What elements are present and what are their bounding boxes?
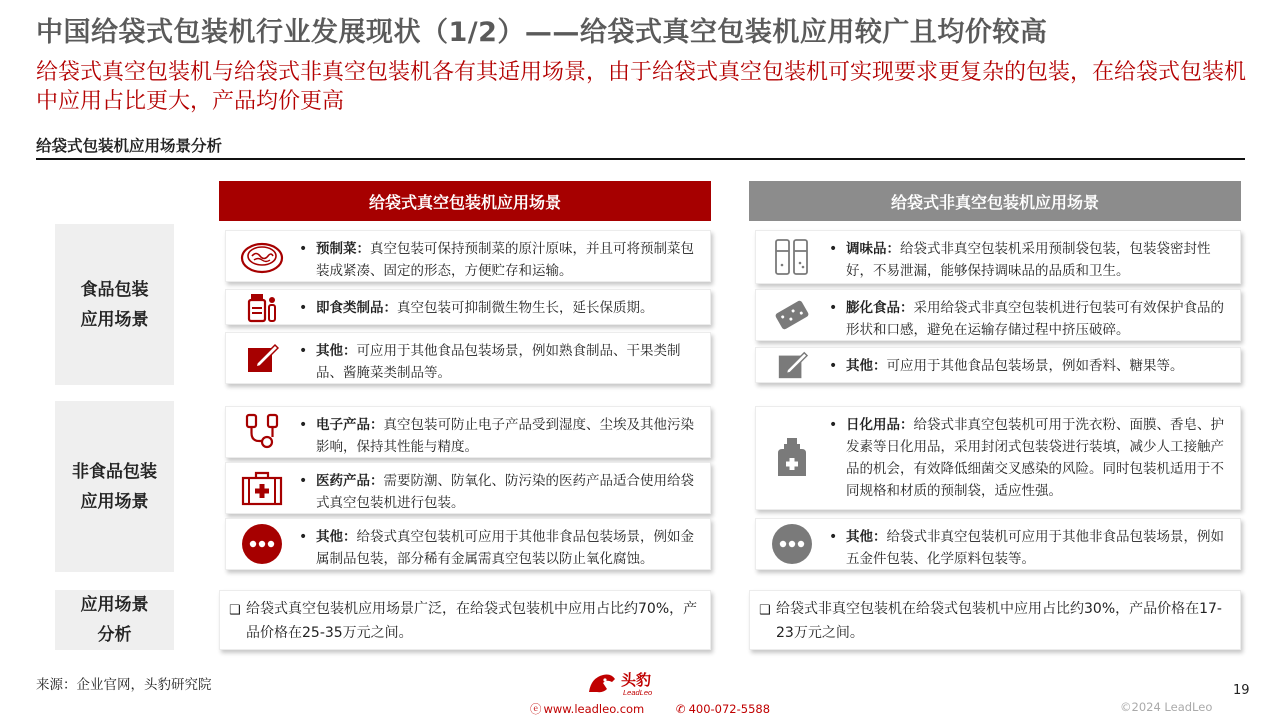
globe-icon: ⓔ (530, 702, 542, 716)
daily-chemical-icon (770, 436, 814, 480)
page-title: 中国给袋式包装机行业发展现状（1/2）——给袋式真空包装机应用较广且均价较高 (36, 17, 1048, 48)
non-vacuum-item-puffed-food: • 膨化食品：采用给袋式非真空包装机进行包装可有效保护食品的形状和口感，避免在运输存储过程中挤压破碎。 (755, 289, 1241, 341)
leopard-logo-icon (585, 668, 675, 698)
more-icon (240, 522, 284, 566)
vacuum-item-other-nonfood: • 其他：给袋式真空包装机可应用于其他非食品包装场景，例如金属制品包装，部分稀有金属需真空包装以防止氧化腐蚀。 (225, 518, 711, 570)
copyright: ©2024 LeadLeo (1120, 700, 1213, 714)
page-number: 19 (1233, 683, 1250, 698)
checkbox-bullet-icon: ❑ (759, 603, 771, 618)
vacuum-analysis-box: ❑ 给袋式真空包装机应用场景广泛，在给袋式包装机中应用占比约70%，产品价格在25-35万元之间。 (219, 590, 711, 650)
electronics-icon (240, 410, 284, 454)
vacuum-item-medical: • 医药产品：需要防潮、防氧化、防污染的医药产品适合使用给袋式真空包装机进行包装。 (225, 462, 711, 514)
more-icon (770, 522, 814, 566)
source-note: 来源：企业官网，头豹研究院 (36, 677, 212, 693)
edit-icon (240, 336, 284, 380)
non-vacuum-column-header: 给袋式非真空包装机应用场景 (749, 181, 1241, 221)
section-divider (36, 158, 1245, 160)
checkbox-bullet-icon: ❑ (229, 603, 241, 618)
row-label-analysis: 应用场景 分析 (55, 590, 174, 650)
website-link[interactable]: ⓔ www.leadleo.com (530, 702, 645, 716)
non-vacuum-item-daily-chemicals: • 日化用品：给袋式非真空包装机可用于洗衣粉、面膜、香皂、护发素等日化用品，采用封闭式包装袋进行装填，减少人工接触产品的机会，有效降低细菌交叉感染的风险。同时包装机适用于不同规格和材质的预制袋，适应性强。 (755, 406, 1241, 510)
vacuum-item-prepared-food: • 预制菜：真空包装可保持预制菜的原汁原味，并且可将预制菜包装成紧凑、固定的形态，方便贮存和运输。 (225, 230, 711, 282)
row-label-food: 食品包装 应用场景 (55, 224, 174, 385)
phone-number: ✆ 400-072-5588 (675, 702, 771, 716)
non-vacuum-item-other-food: • 其他：可应用于其他食品包装场景，例如香料、糖果等。 (755, 347, 1241, 383)
edit-icon (770, 343, 814, 387)
jar-icon (240, 285, 284, 329)
row-label-nonfood: 非食品包装 应用场景 (55, 401, 174, 572)
vacuum-item-electronics: • 电子产品：真空包装可防止电子产品受到湿度、尘埃及其他污染影响，保持其性能与精度。 (225, 406, 711, 458)
phone-icon: ✆ (675, 702, 686, 716)
vacuum-item-ready-to-eat: • 即食类制品：真空包装可抑制微生物生长，延长保质期。 (225, 289, 711, 325)
seasoning-icon (770, 235, 814, 279)
page-subtitle: 给袋式真空包装机与给袋式非真空包装机各有其适用场景，由于给袋式真空包装机可实现要求更复杂的包装，在给袋式包装机中应用占比更大，产品均价更高 (36, 60, 1247, 114)
contact-info (530, 701, 798, 717)
logo-subtext: LeadLeo (623, 688, 653, 697)
snack-icon (770, 293, 814, 337)
non-vacuum-item-seasoning: • 调味品：给袋式非真空包装机采用预制袋包装，包装袋密封性好，不易泄漏，能够保持调味品的品质和卫生。 (755, 230, 1241, 284)
vacuum-column-header: 给袋式真空包装机应用场景 (219, 181, 711, 221)
section-heading: 给袋式包装机应用场景分析 (36, 137, 223, 155)
logo-text: 头豹 (621, 672, 652, 689)
non-vacuum-analysis-box: ❑ 给袋式非真空包装机在给袋式包装机中应用占比约30%，产品价格在17-23万元之间。 (749, 590, 1241, 650)
non-vacuum-item-other-nonfood: • 其他：给袋式非真空包装机可应用于其他非食品包装场景，例如五金件包装、化学原料包装等。 (755, 518, 1241, 570)
leadleo-logo (585, 668, 675, 698)
medical-kit-icon (240, 466, 284, 510)
vacuum-item-other-food: • 其他：可应用于其他食品包装场景，例如熟食制品、干果类制品、酱腌菜类制品等。 (225, 332, 711, 384)
dish-icon (240, 234, 284, 278)
